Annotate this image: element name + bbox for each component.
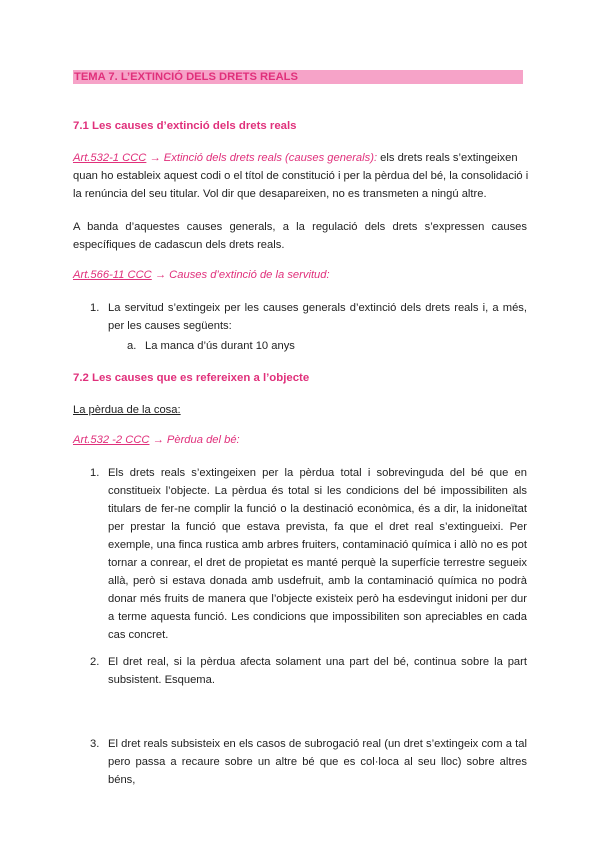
arrow-glyph: → [149, 434, 167, 446]
article-reference [73, 266, 330, 284]
arrow-glyph: → [146, 152, 164, 164]
paragraph-line: la renúncia del seu titular. Vol dir que desapareixen, no es transmeten a ningú altre. [73, 188, 487, 200]
list-item-line: pero passa a recaure sobre un altre bé que es col·loca al seu lloc) sobre altres béns, [108, 756, 527, 786]
sublist-item: La manca d’ús durant 10 anys [145, 340, 295, 352]
list-item-line: titulars de fer-ne complir la funció o la destinació econòmica, és a dir, la inidoneïtat [108, 503, 527, 515]
sublist-letter: a. [127, 340, 137, 352]
section-heading-7-1: 7.1 Les causes d’extinció dels drets reals [73, 120, 297, 132]
list-number: 3. [90, 738, 100, 750]
list-item-line: per prestar la funció que estava prevista, fa que el dret real s’extingueixi. Per [108, 521, 527, 533]
paragraph-line: els drets reals s’extingeixen [377, 152, 518, 164]
arrow-glyph: → [151, 269, 170, 281]
page-title: TEMA 7. L’EXTINCIÓ DELS DRETS REALS [74, 71, 298, 83]
list-number: 2. [90, 656, 100, 668]
article-label: Causes d’extinció de la servitud: [169, 269, 330, 281]
paragraph-line: quan ho estableix aquest codi o el títol de constitució i per la pèrdua del bé, la consolidació i [73, 170, 529, 182]
subheading: La pèrdua de la cosa: [73, 404, 181, 416]
article-number: Art.532-1 CCC [73, 152, 147, 164]
list-item-line: cas concret. [108, 629, 169, 641]
list-item-line: La servitud s’extingeix per les causes generals d’extinció dels drets reals i, a més, [108, 302, 527, 314]
article-reference [73, 149, 518, 167]
list-item-line: donar més fruits de manera que l’objecte existeix però ha esdevingut inidoni per dur [108, 593, 527, 605]
article-label: Extinció dels drets reals (causes generals): [163, 152, 378, 164]
list-item-line: El dret real, si la pèrdua afecta solament una part del bé, continua sobre la part [108, 656, 527, 668]
list-item-line: a terme aquesta funció. Les condicions que impossibiliten son apreciables en cada [108, 611, 527, 623]
list-item-line: Els drets reals s’extingeixen per la pèrdua total i sobrevinguda del bé que en [108, 467, 527, 479]
list-item-line: subsistent. Esquema. [108, 674, 215, 686]
list-item-line: allà, però si estava donada amb usdefruit, amb la contaminació química no podrà [108, 575, 527, 587]
article-number: Art.566-11 CCC [73, 269, 152, 281]
list-item-line: constitueix l’objecte. La pèrdua és total si les condicions del bé impossibiliten als [108, 485, 527, 497]
article-number: Art.532 -2 CCC [73, 434, 150, 446]
paragraph-line: específiques de cadascun dels drets reals. [73, 239, 285, 251]
paragraph-line: A banda d’aquestes causes generals, a la regulació dels drets s’expressen causes [73, 221, 527, 233]
article-label: Pèrdua del bé: [166, 434, 240, 446]
list-item-line: El dret reals subsisteix en els casos de subrogació real (un dret s’extingeix com a tal [108, 738, 527, 750]
section-heading-7-2: 7.2 Les causes que es refereixen a l’objecte [73, 372, 310, 384]
list-number: 1. [90, 467, 100, 479]
article-reference [73, 431, 240, 449]
list-item-line: exemple, una finca rustica amb arbres fruiters, contaminació química i allò no es pot [108, 539, 527, 551]
list-item-line: per les causes següents: [108, 320, 232, 332]
list-item-line: tornar a conrear, el dret de propietat es manté perquè la superfície terrestre segueix [108, 557, 527, 569]
list-number: 1. [90, 302, 100, 314]
